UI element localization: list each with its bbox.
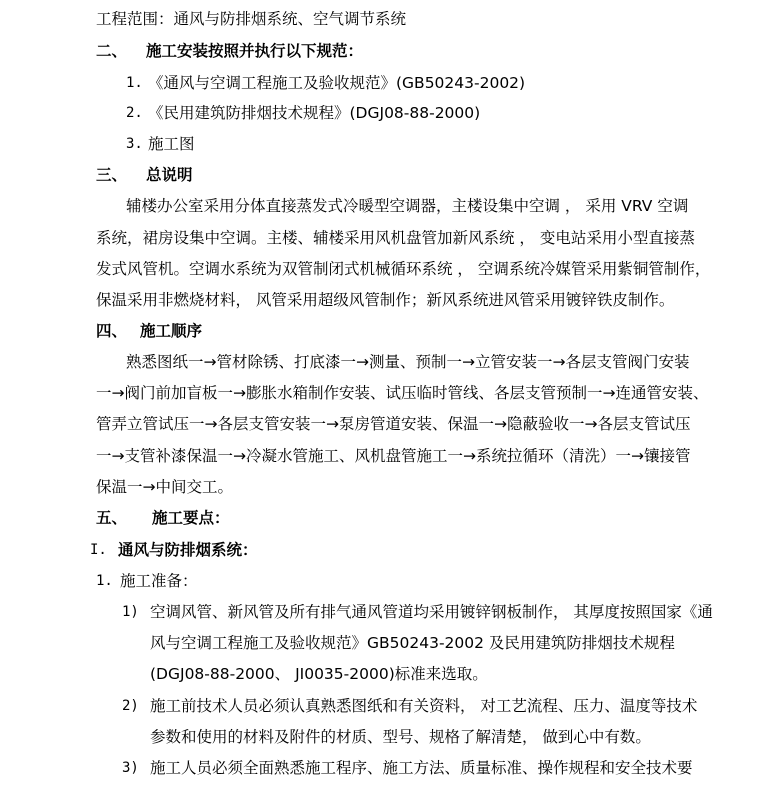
prep-item-3-line-1: 施工人员必须全面熟悉施工程序、施工方法、质量标准、操作规程和安全技术要 [150, 759, 693, 777]
section-4-number: 四、 [96, 322, 128, 340]
general-desc-line-4: 保温采用非燃烧材料， 风管采用超级风管制作；新风系统进风管采用镀锌铁皮制作。 [96, 291, 675, 309]
spec-item-1-text: 《通风与空调工程施工及验收规范》(GB50243-2002) [148, 74, 526, 92]
general-desc-line-1: 辅楼办公室采用分体直接蒸发式冷暖型空调器，主楼设集中空调 ， 采用 VRV 空调 [126, 197, 689, 215]
spec-item-2-number: 2. [126, 105, 143, 121]
prep-item-2-line-1: 施工前技术人员必须认真熟悉图纸和有关资料， 对工艺流程、压力、温度等技术 [150, 697, 698, 715]
spec-item-3-number: 3. [126, 136, 143, 152]
subsection-i-title: 通风与防排烟系统： [118, 541, 258, 559]
prep-item-1-line-1: 空调风管、新风管及所有排气通风管道均采用镀锌钢板制作， 其厚度按照国家《通 [150, 603, 713, 621]
section-2-title: 施工安装按照并执行以下规范： [146, 42, 364, 60]
prep-item-2-line-2: 参数和使用的材料及附件的材质、型号、规格了解清楚， 做到心中有数。 [150, 728, 651, 746]
section-2-number: 二、 [96, 42, 128, 60]
prep-item-2-number: 2) [122, 698, 139, 714]
prep-item-3-number: 3) [122, 760, 139, 776]
section-3-title: 总说明 [146, 166, 193, 184]
prep-title: 施工准备： [120, 572, 198, 590]
prep-item-1-line-2: 风与空调工程施工及验收规范》GB50243-2002 及民用建筑防排烟技术规程 [150, 634, 675, 652]
project-scope: 工程范围：通风与防排烟系统、空气调节系统 [96, 10, 407, 28]
general-desc-line-2: 系统，裙房设集中空调。主楼、辅楼采用风机盘管加新风系统 ， 变电站采用小型直接蒸 [96, 229, 695, 247]
spec-item-1-number: 1. [126, 75, 143, 91]
sequence-line-1: 熟悉图纸一→管材除锈、打底漆一→测量、预制一→立管安装一→各层支管阀门安装 [126, 353, 690, 371]
general-desc-line-3: 发式风管机。空调水系统为双管制闭式机械循环系统 ， 空调系统冷媒管采用紫铜管制作， [96, 260, 711, 278]
prep-item-1-number: 1) [122, 604, 139, 620]
sequence-line-2: 一→阀门前加盲板一→膨胀水箱制作安装、试压临时管线、各层支管预制一→连通管安装、 [96, 384, 709, 402]
section-5-number: 五、 [96, 509, 128, 527]
spec-item-2-text: 《民用建筑防排烟技术规程》(DGJ08-88-2000) [148, 104, 481, 122]
prep-number: 1. [96, 573, 113, 589]
sequence-line-5: 保温一→中间交工。 [96, 478, 233, 496]
subsection-i-number: I. [90, 542, 107, 558]
sequence-line-3: 管弄立管试压一→各层支管安装一→泵房管道安装、保温一→隐蔽验收一→各层支管试压 [96, 415, 691, 433]
section-3-number: 三、 [96, 166, 128, 184]
section-4-title: 施工顺序 [140, 322, 203, 340]
spec-item-3-text: 施工图 [148, 135, 195, 153]
section-5-title: 施工要点： [152, 509, 230, 527]
prep-item-1-line-3: (DGJ08-88-2000、 JI0035-2000)标准来选取。 [150, 665, 488, 683]
sequence-line-4: 一→支管补漆保温一→冷凝水管施工、风机盘管施工一→系统拉循环（清洗）一→镶接管 [96, 447, 691, 465]
